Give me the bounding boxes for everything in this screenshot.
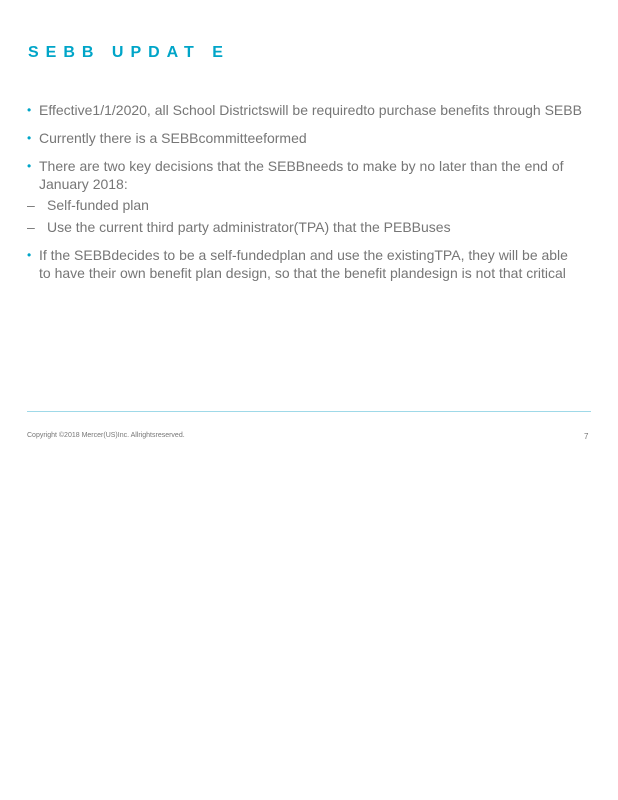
sub-bullet-list (27, 196, 582, 236)
bullet-text: If the SEBBdecides to be a self-fundedplan and use the existingTPA, they will be able to have their own benefit plan design, so that the benefit plandesign is not that critical (39, 247, 568, 281)
sub-bullet-item (27, 196, 582, 214)
dash-marker: – (27, 219, 35, 235)
bullet-text: Effective1/1/2020, all School Districtswill be requiredto purchase benefits through SEBB (39, 102, 582, 118)
bullet-marker: • (27, 103, 32, 117)
bullet-marker: • (27, 131, 32, 145)
copyright-notice: Copyright ©2018 Mercer(US)Inc. Allrightsreserved. (27, 432, 185, 439)
bullet-item (27, 157, 582, 236)
bullet-list (27, 101, 582, 292)
bullet-marker: • (27, 248, 32, 262)
bullet-item (27, 101, 582, 119)
sub-bullet-text: Use the current third party administrator(TPA) that the PEBBuses (47, 219, 451, 235)
bullet-item (27, 129, 582, 147)
slide-title: SEBB UPDAT E (28, 44, 230, 61)
sub-bullet-text: Self-funded plan (47, 197, 149, 213)
sub-bullet-item (27, 218, 582, 236)
footer-divider (27, 411, 591, 412)
page-number: 7 (584, 432, 589, 441)
bullet-marker: • (27, 159, 32, 173)
bullet-item (27, 246, 582, 282)
bullet-text: There are two key decisions that the SEBBneeds to make by no later than the end of January 2018: (39, 158, 564, 192)
dash-marker: – (27, 197, 35, 213)
bullet-text: Currently there is a SEBBcommitteeformed (39, 130, 307, 146)
